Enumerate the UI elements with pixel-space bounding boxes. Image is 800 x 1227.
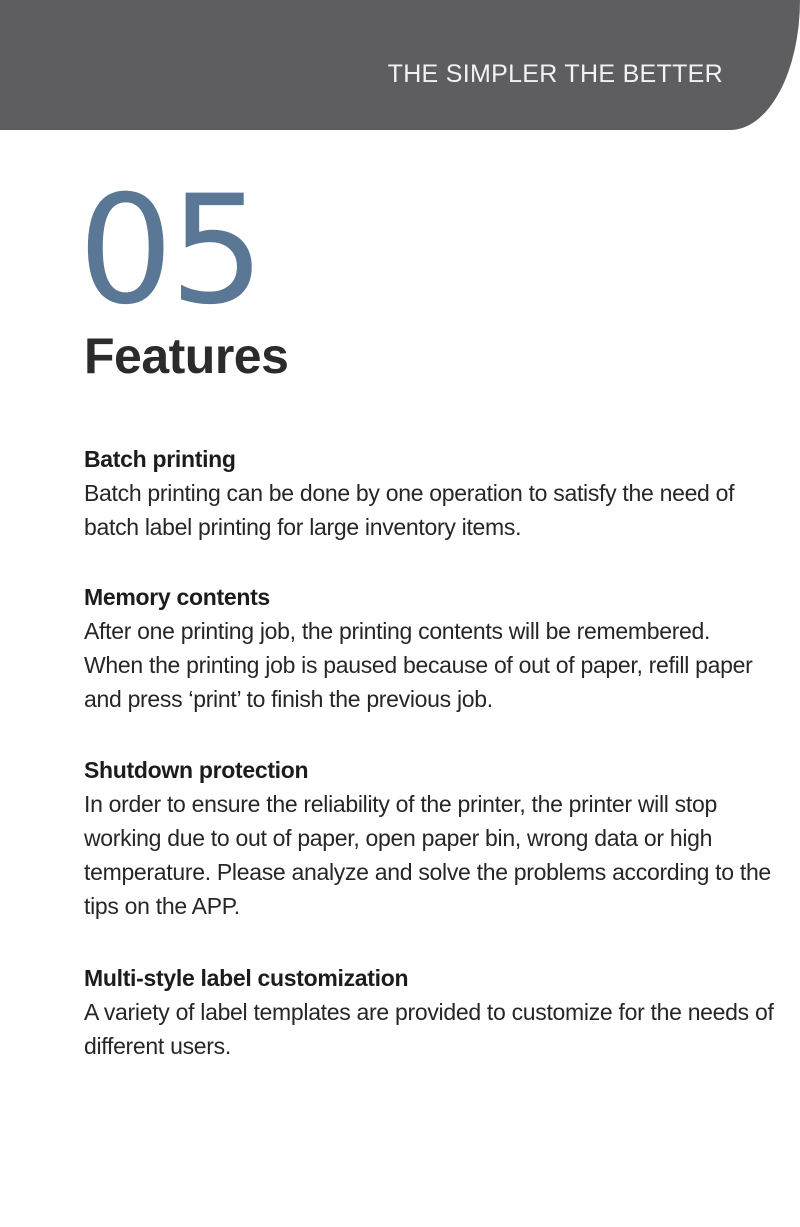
- feature-memory-contents: [84, 582, 774, 716]
- feature-description: A variety of label templates are provided to customize for the needs of different users.: [84, 999, 774, 1059]
- feature-multi-style-label-customization: [84, 963, 774, 1063]
- feature-description: After one printing job, the printing contents will be remembered. When the printing job is paused because of out of paper, refill paper and press ‘print’ to finish the previous job.: [84, 618, 753, 712]
- header-bar: [0, 0, 800, 130]
- page-title: Features: [84, 328, 289, 384]
- feature-description: Batch printing can be done by one operation to satisfy the need of batch label printing for large inventory items.: [84, 480, 735, 540]
- feature-heading: Shutdown protection: [84, 757, 309, 783]
- header-slogan: THE SIMPLER THE BETTER: [387, 60, 723, 88]
- feature-description: In order to ensure the reliability of the printer, the printer will stop working due to out of paper, open paper bin, wrong data or high temperature. Please analyze and solve the problems according to the tips on the APP.: [84, 791, 771, 919]
- section-number: 05: [78, 164, 261, 338]
- feature-heading: Multi-style label customization: [84, 965, 409, 991]
- feature-heading: Batch printing: [84, 446, 236, 472]
- feature-batch-printing: [84, 444, 774, 544]
- feature-heading: Memory contents: [84, 584, 270, 610]
- feature-shutdown-protection: [84, 755, 774, 923]
